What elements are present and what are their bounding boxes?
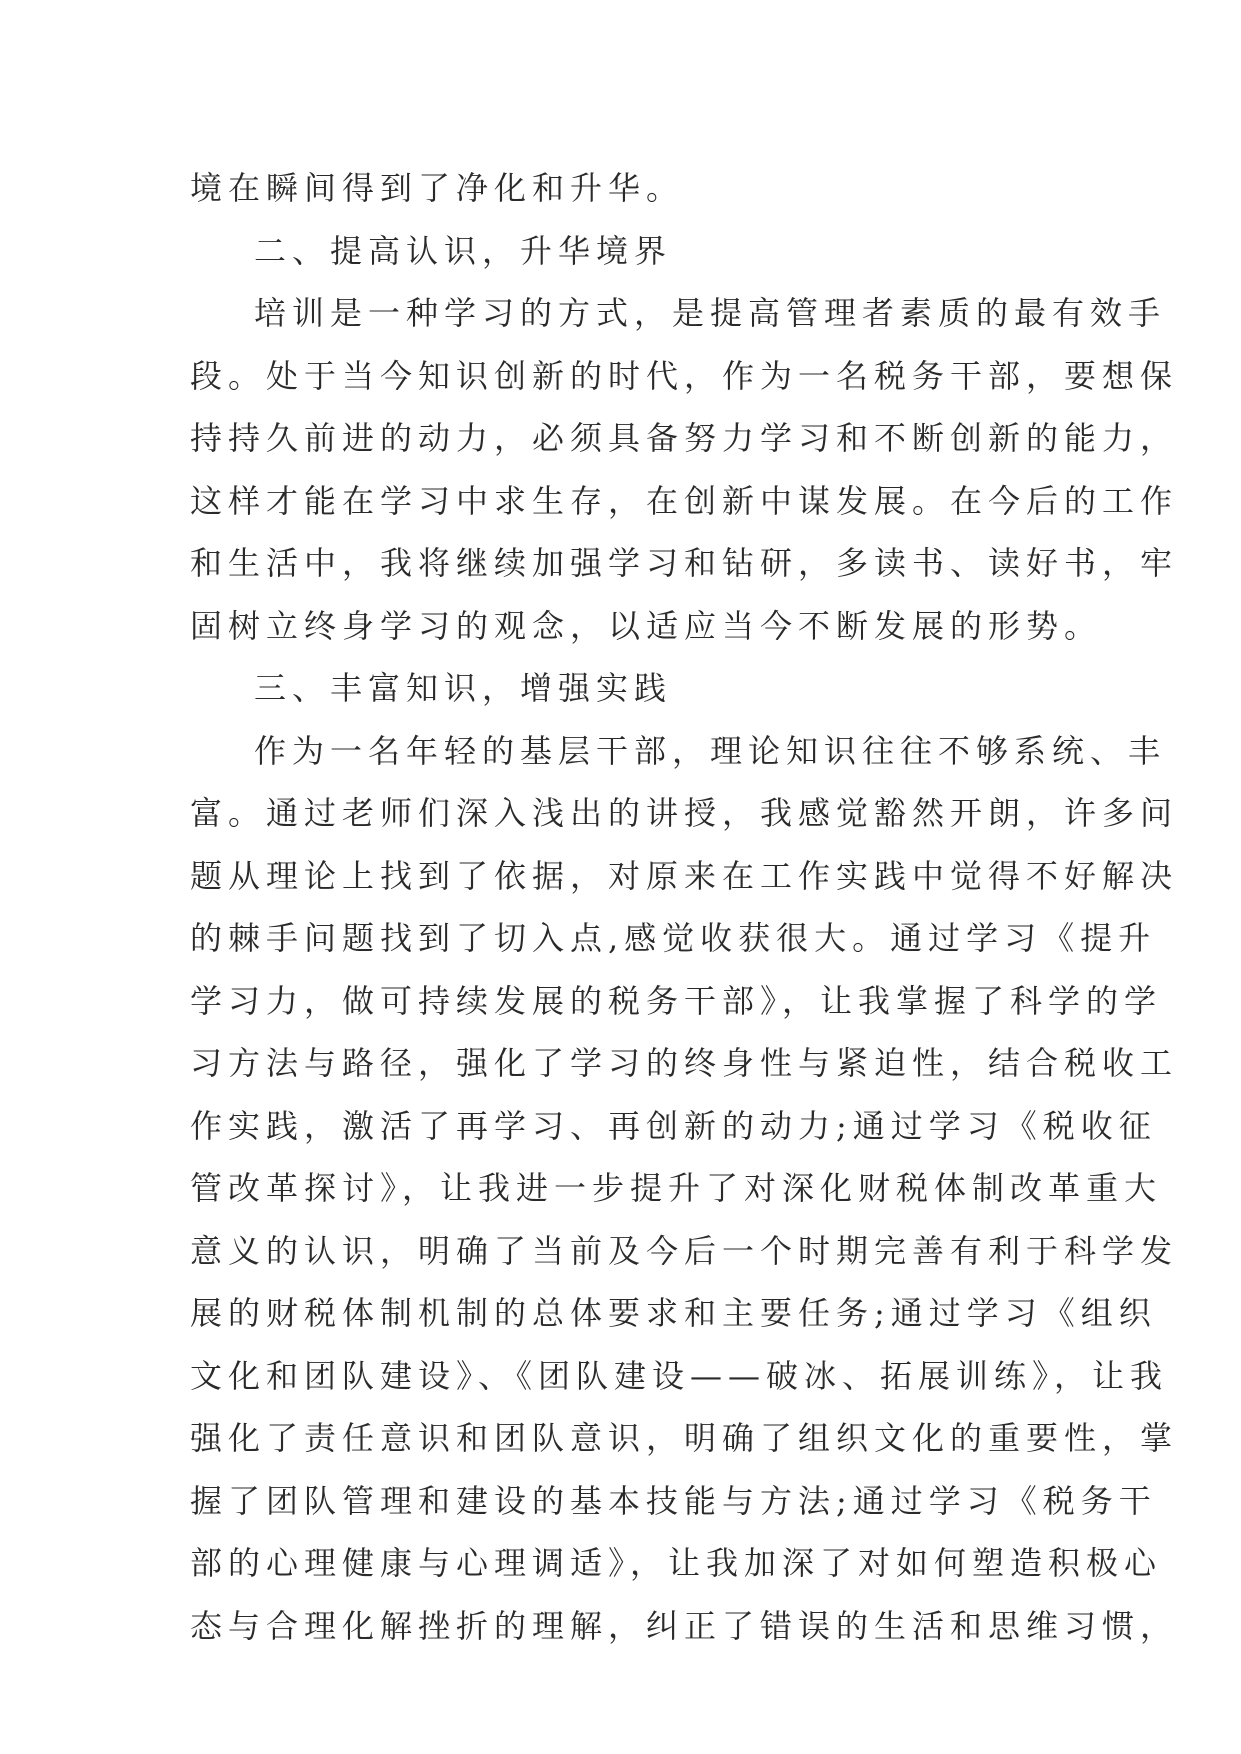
text-line: 部的心理健康与心理调适》，让我加深了对如何塑造积极心 [190, 1544, 1163, 1582]
text-line: 作实践，激活了再学习、再创新的动力;通过学习《税收征 [190, 1106, 1157, 1145]
section-heading: 三、丰富知识，增强实践 [254, 669, 673, 707]
text-line: 管改革探讨》，让我进一步提升了对深化财税体制改革重大 [190, 1169, 1163, 1207]
text-line: 学习力，做可持续发展的税务干部》，让我掌握了科学的学 [190, 981, 1163, 1020]
text-line: 境在瞬间得到了净化和升华。 [190, 169, 685, 207]
text-line: 态与合理化解挫折的理解，纠正了错误的生活和思维习惯， [190, 1606, 1179, 1645]
text-line: 作为一名年轻的基层干部，理论知识往往不够系统、丰 [254, 731, 1167, 770]
text-line: 段。处于当今知识创新的时代，作为一名税务干部，要想保 [190, 356, 1179, 395]
text-line: 习方法与路径，强化了学习的终身性与紧迫性，结合税收工 [190, 1044, 1179, 1082]
text-line: 展的财税体制机制的总体要求和主要任务;通过学习《组织 [190, 1294, 1157, 1332]
text-line: 握了团队管理和建设的基本技能与方法;通过学习《税务干 [190, 1481, 1157, 1520]
text-line: 和生活中，我将继续加强学习和钻研，多读书、读好书，牢 [190, 544, 1179, 582]
text-line: 题从理论上找到了依据，对原来在工作实践中觉得不好解决 [190, 856, 1179, 895]
text-line: 持持久前进的动力，必须具备努力学习和不断创新的能力， [190, 419, 1179, 457]
text-line: 强化了责任意识和团队意识，明确了组织文化的重要性，掌 [190, 1419, 1179, 1457]
section-heading: 二、提高认识，升华境界 [254, 231, 673, 270]
text-line: 这样才能在学习中求生存，在创新中谋发展。在今后的工作 [190, 481, 1179, 520]
text-line: 的棘手问题找到了切入点,感觉收获很大。通过学习《提升 [190, 919, 1157, 957]
text-line: 培训是一种学习的方式，是提高管理者素质的最有效手 [254, 294, 1167, 332]
body-text [190, 157, 1179, 1657]
text-line: 意义的认识，明确了当前及今后一个时期完善有利于科学发 [190, 1231, 1179, 1270]
text-line: 文化和团队建设》、《团队建设——破冰、拓展训练》，让我 [190, 1356, 1169, 1395]
text-line: 固树立终身学习的观念，以适应当今不断发展的形势。 [190, 606, 1103, 645]
text-line: 富。通过老师们深入浅出的讲授，我感觉豁然开朗，许多问 [190, 794, 1179, 832]
